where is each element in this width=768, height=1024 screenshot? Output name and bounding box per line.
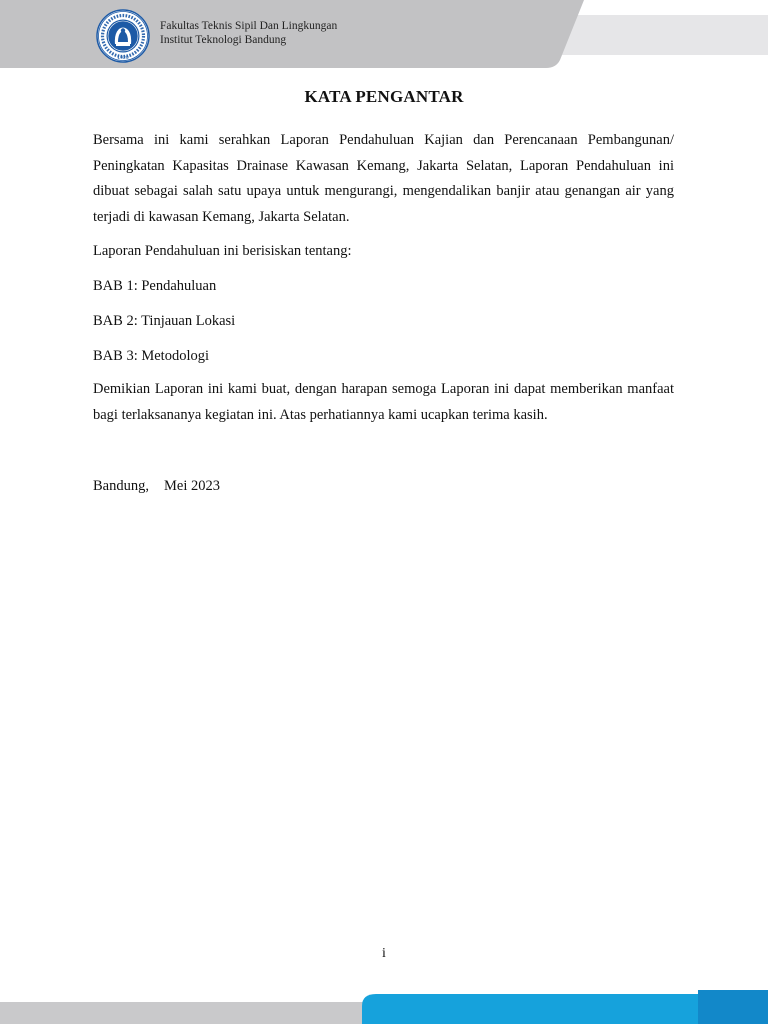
header-faculty: Fakultas Teknis Sipil Dan Lingkungan [160,20,338,32]
signature-place-date [93,475,220,497]
page-number: i [382,946,386,961]
document-body [93,128,674,437]
page-title: KATA PENGANTAR [304,87,464,106]
closing-paragraph: Demikian Laporan ini kami buat, dengan harapan semoga Laporan ini dapat memberikan manfaat bagi terlaksananya kegiatan ini. Atas perhatiannya kami ucapkan terima kasih. [93,381,674,423]
intro-paragraph: Bersama ini kami serahkan Laporan Pendahuluan Kajian dan Perencanaan Pembangunan/ Peningkatan Kapasitas Drainase Kawasan Kemang, Jakarta Selatan, Laporan Pendahuluan ini dibuat sebagai salah satu upaya untuk mengurangi, mengendalikan banjir atau genangan air yang terjadi di kawasan Kemang, Jakarta Selatan. [93,132,674,225]
header-institution [160,19,337,47]
itb-seal-icon [96,9,150,63]
logo-year: 1920 [117,56,129,61]
signature-place: Bandung, [93,478,149,494]
footer-band [0,990,768,1024]
itb-logo [96,9,150,63]
chapter-item: BAB 2: Tinjauan Lokasi [93,313,236,329]
footer-shape [0,990,768,1024]
chapter-item: BAB 3: Metodologi [93,348,210,364]
signature-date: Mei 2023 [163,478,220,494]
list-intro: Laporan Pendahuluan ini berisiskan tentang: [93,243,352,259]
header-university: Institut Teknologi Bandung [160,34,287,46]
chapter-item: BAB 1: Pendahuluan [93,278,217,294]
